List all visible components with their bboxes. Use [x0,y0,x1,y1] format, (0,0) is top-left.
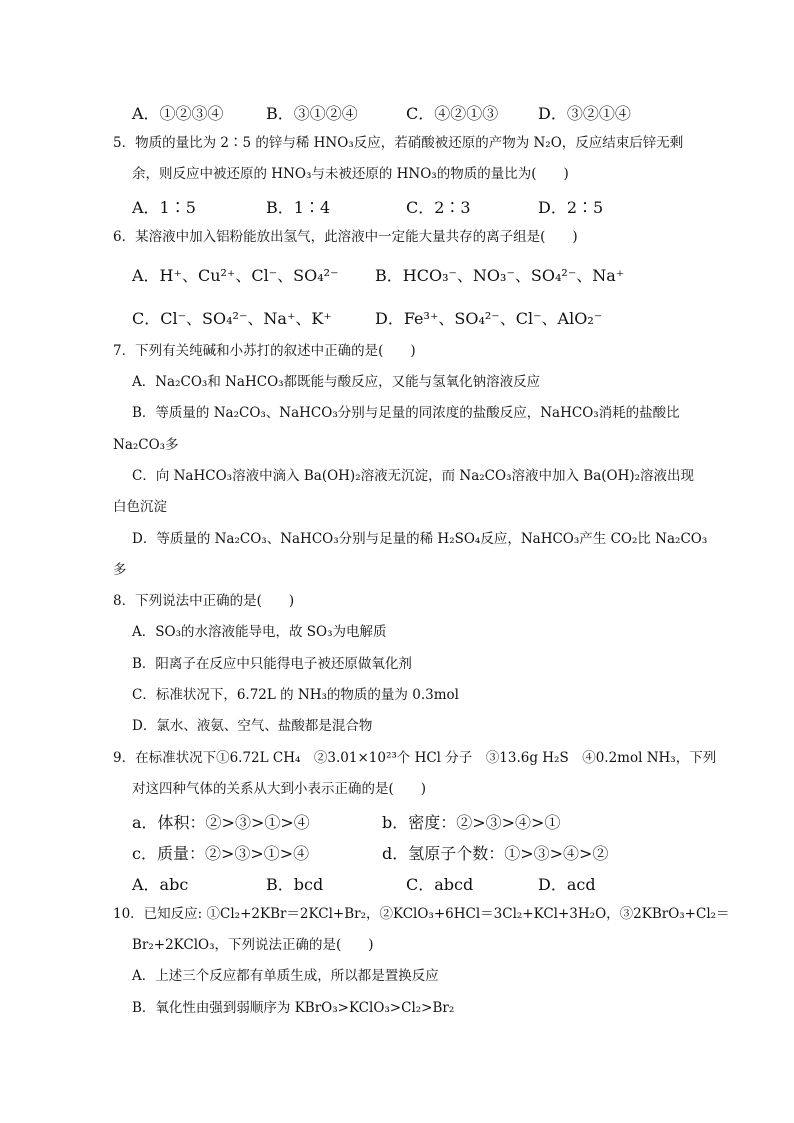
q6-option-a: A．H⁺、Cu²⁺、Cl⁻、SO₄²⁻ [132,266,339,285]
q8-stem: 8．下列说法中正确的是( ) [113,593,295,609]
q8-option-a: A．SO₃的水溶液能导电，故 SO₃为电解质 [132,624,387,640]
q6-option-d: D．Fe³⁺、SO₄²⁻、Cl⁻、AlO₂⁻ [375,309,603,328]
q7-option-c-line1: C．向 NaHCO₃溶液中滴入 Ba(OH)₂溶液无沉淀，而 Na₂CO₃溶液中加入 Ba(OH)₂溶液出现 [132,468,695,484]
q10-stem-line1: 10．已知反应: ①Cl₂+2KBr＝2KCl+Br₂，②KClO₃+6HCl＝3Cl₂+KCl+3H₂O，③2KBrO₃+Cl₂＝ [113,906,730,922]
prev-option-d: D．③②①④ [538,104,631,123]
q5-stem-line1: 5．物质的量比为 2∶5 的锌与稀 HNO₃反应，若硝酸被还原的产物为 N₂O，反应结束后锌无剩 [113,135,684,151]
q6-option-c: C．Cl⁻、SO₄²⁻、Na⁺、K⁺ [132,309,332,328]
q9-statement-c: c．质量：②>③>①>④ [132,844,310,863]
q9-statement-a: a．体积：②>③>①>④ [132,813,310,832]
q10-option-a: A．上述三个反应都有单质生成，所以都是置换反应 [132,968,439,984]
q6-option-b: B．HCO₃⁻、NO₃⁻、SO₄²⁻、Na⁺ [375,266,625,285]
q9-statement-d: d．氢原子个数：①>③>④>② [382,844,609,863]
q7-option-d-line1: D．等质量的 Na₂CO₃、NaHCO₃分别与足量的稀 H₂SO₄反应，NaHCO₃产生 CO₂比 Na₂CO₃ [132,531,708,547]
q9-stem-line2: 对这四种气体的关系从大到小表示正确的是( ) [132,781,427,797]
q7-option-a: A．Na₂CO₃和 NaHCO₃都既能与酸反应，又能与氢氧化钠溶液反应 [132,374,541,390]
prev-option-b: B．③①②④ [266,104,358,123]
q9-option-a: A．abc [132,875,189,894]
q9-option-d: D．acd [538,875,596,894]
q8-option-d: D．氯水、液氨、空气、盐酸都是混合物 [132,718,373,734]
q5-option-b: B．1∶4 [266,198,331,217]
prev-option-c: C．④②①③ [406,104,499,123]
prev-option-a: A．①②③④ [132,104,224,123]
q5-option-d: D．2∶5 [538,198,604,217]
q7-option-b-line1: B．等质量的 Na₂CO₃、NaHCO₃分别与足量的同浓度的盐酸反应，NaHCO₃消耗的盐酸比 [132,405,680,421]
q10-stem-line2: Br₂+2KClO₃，下列说法正确的是( ) [132,937,374,953]
q7-option-b-line2: Na₂CO₃多 [113,437,179,453]
q9-statement-b: b．密度：②>③>④>① [382,813,561,832]
q5-option-a: A．1∶5 [132,198,196,217]
q10-option-b: B．氧化性由强到弱顺序为 KBrO₃>KClO₃>Cl₂>Br₂ [132,1000,455,1016]
q7-option-d-line2: 多 [113,562,127,578]
q7-option-c-line2: 白色沉淀 [113,499,167,515]
q9-stem-line1: 9．在标准状况下①6.72L CH₄ ②3.01×10²³个 HCl 分子 ③13.6g H₂S ④0.2mol NH₃，下列 [113,750,717,766]
q8-option-b: B．阳离子在反应中只能得电子被还原做氧化剂 [132,656,412,672]
q7-stem: 7．下列有关纯碱和小苏打的叙述中正确的是( ) [113,343,416,359]
q6-stem: 6．某溶液中加入铝粉能放出氢气，此溶液中一定能大量共存的离子组是( ) [113,229,578,245]
q5-option-c: C．2∶3 [406,198,471,217]
q8-option-c: C．标准状况下，6.72L 的 NH₃的物质的量为 0.3mol [132,687,459,703]
q9-option-c: C．abcd [406,875,474,894]
q9-option-b: B．bcd [266,875,324,894]
q5-stem-line2: 余，则反应中被还原的 HNO₃与未被还原的 HNO₃的物质的量比为( ) [132,166,569,182]
